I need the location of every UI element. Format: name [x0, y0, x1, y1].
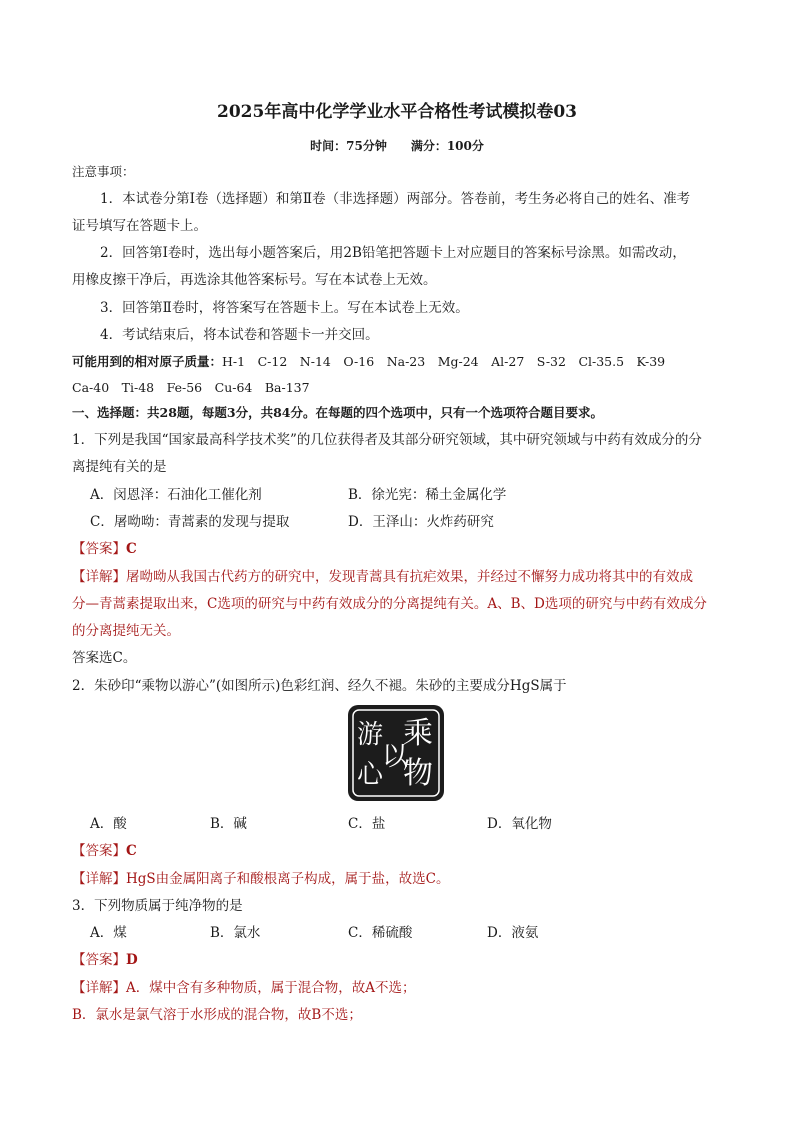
detail-label: 【详解】: [72, 569, 126, 585]
answer-value: C: [126, 541, 137, 557]
q1-answer: [72, 536, 137, 563]
q1-stem: 1．下列是我国“国家最高科学技术奖”的几位获得者及其部分研究领域，其中研究领域与中药有效成分的分: [72, 432, 702, 448]
atomic-mass-line2: Ca-40 Ti-48 Fe-56 Cu-64 Ba-137: [72, 380, 310, 395]
q3-stem: 3．下列物质属于纯净物的是: [72, 898, 243, 914]
detail-text: A．煤中含有多种物质，属于混合物，故A不选；: [126, 980, 416, 996]
seal-glyph: 游: [356, 720, 384, 750]
q3-detail-cont: B．氯水是氯气溶于水形成的混合物，故B不选；: [72, 1007, 362, 1023]
atomic-mass-values: H-1 C-12 N-14 O-16 Na-23 Mg-24 Al-27 S-32 Cl-35.5 K-39: [222, 354, 666, 369]
q1-detail: [72, 564, 693, 591]
answer-label: 【答案】: [72, 952, 126, 968]
notice-item: 3．回答第Ⅱ卷时，将答案写在答题卡上。写在本试卷上无效。: [100, 300, 469, 316]
seal-glyph: 心: [356, 760, 384, 790]
q2-option-d: D．氧化物: [487, 816, 552, 832]
seal-glyph: 乘: [403, 716, 433, 751]
q2-answer: [72, 838, 137, 865]
answer-label: 【答案】: [72, 541, 126, 557]
q2-option-a: A．酸: [90, 816, 127, 832]
detail-label: 【详解】: [72, 871, 126, 887]
notice-item: 1．本试卷分第Ⅰ卷（选择题）和第Ⅱ卷（非选择题）两部分。答卷前，考生务必将自己的姓名、准考: [100, 191, 691, 207]
q1-option-a: A．闵恩泽：石油化工催化剂: [90, 487, 262, 503]
atomic-mass-line1: [72, 348, 665, 375]
atomic-mass-label: 可能用到的相对原子质量：: [72, 354, 223, 369]
q2-option-c: C．盐: [348, 816, 386, 832]
q1-detail-cont: 分—青蒿素提取出来，C选项的研究与中药有效成分的分离提纯有关。A、B、D选项的研究与中药有效成分: [72, 596, 707, 612]
q3-detail: [72, 975, 416, 1002]
answer-value: C: [126, 843, 137, 859]
answer-label: 【答案】: [72, 843, 126, 859]
seal-glyph: 物: [403, 756, 433, 791]
detail-label: 【详解】: [72, 980, 126, 996]
notice-item: 4．考试结束后，将本试卷和答题卡一并交回。: [100, 327, 379, 343]
exam-time-score: 时间：75分钟 满分：100分: [310, 139, 484, 153]
cinnabar-seal-image: [346, 703, 446, 803]
q1-option-c: C．屠呦呦：青蒿素的发现与提取: [90, 514, 290, 530]
q3-option-b: B．氯水: [210, 925, 261, 941]
q2-detail: [72, 866, 450, 893]
q1-stem-cont: 离提纯有关的是: [72, 459, 167, 475]
q2-stem: 2．朱砂印“乘物以游心”(如图所示)色彩红润、经久不褪。朱砂的主要成分HgS属于: [72, 678, 567, 694]
q1-option-b: B．徐光宪：稀土金属化学: [348, 487, 507, 503]
answer-value: D: [126, 952, 138, 968]
notice-heading: 注意事项：: [72, 164, 135, 179]
q2-option-b: B．碱: [210, 816, 247, 832]
seal-glyph: 以: [381, 742, 409, 772]
detail-text: 屠呦呦从我国古代药方的研究中，发现青蒿具有抗疟效果，并经过不懈努力成功将其中的有效成: [126, 569, 693, 585]
section-heading: 一、选择题：共28题，每题3分，共84分。在每题的四个选项中，只有一个选项符合题目要求。: [72, 405, 603, 420]
q3-option-c: C．稀硫酸: [348, 925, 413, 941]
q1-option-d: D．王泽山：火炸药研究: [348, 514, 494, 530]
notice-item: 2．回答第Ⅰ卷时，选出每小题答案后，用2B铅笔把答题卡上对应题目的答案标号涂黑。如需改动，: [100, 245, 686, 261]
q3-option-d: D．液氨: [487, 925, 539, 941]
q1-conclusion: 答案选C。: [72, 650, 137, 666]
notice-item: 用橡皮擦干净后，再选涂其他答案标号。写在本试卷上无效。: [72, 272, 437, 288]
page-title: 2025年高中化学学业水平合格性考试模拟卷03: [217, 102, 577, 122]
q3-option-a: A．煤: [90, 925, 127, 941]
q3-answer: [72, 947, 138, 974]
detail-text: HgS由金属阳离子和酸根离子构成，属于盐，故选C。: [126, 871, 450, 887]
notice-item: 证号填写在答题卡上。: [72, 218, 207, 234]
q1-detail-cont: 的分离提纯无关。: [72, 623, 180, 639]
